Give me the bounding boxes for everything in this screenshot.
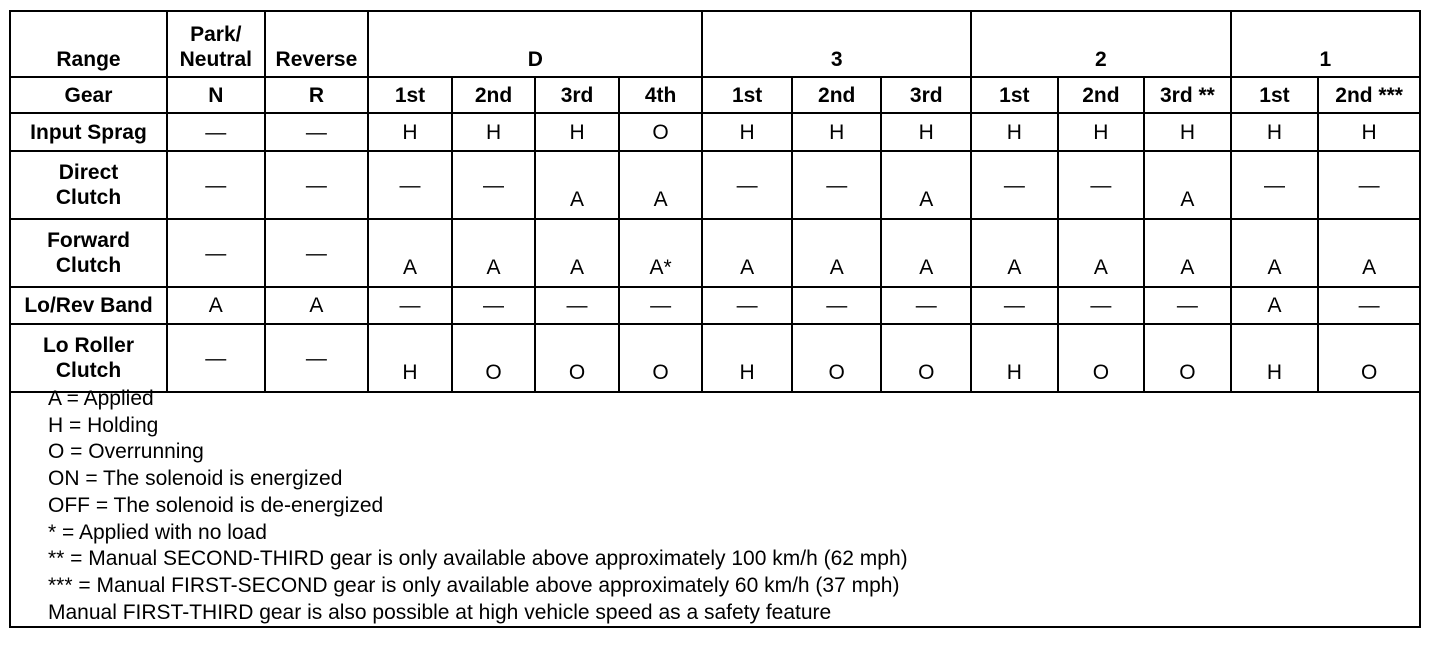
value-cell: A [265, 287, 369, 324]
forward-clutch-row [10, 219, 1420, 287]
value-cell: — [619, 287, 703, 324]
gear-cell: 1st [971, 77, 1058, 113]
value-cell: H [1058, 113, 1145, 151]
range-2: 2 [971, 11, 1231, 77]
value-cell: O [452, 324, 536, 392]
row-label: Direct Clutch [10, 151, 167, 219]
value-cell: A [167, 287, 265, 324]
gear-cell: 1st [702, 77, 792, 113]
value-cell: A [881, 219, 971, 287]
value-cell: A [1144, 219, 1231, 287]
gear-cell: 2nd [792, 77, 882, 113]
value-cell: — [265, 151, 369, 219]
value-cell: — [452, 287, 536, 324]
legend-line: *** = Manual FIRST-SECOND gear is only available above approximately 60 km/h (37 mph) [48, 573, 900, 597]
row-label: Lo Roller Clutch [10, 324, 167, 392]
value-cell: A* [619, 219, 703, 287]
value-cell: A [1144, 151, 1231, 219]
value-cell: H [535, 113, 619, 151]
gear-cell: 4th [619, 77, 703, 113]
value-cell: A [368, 219, 452, 287]
value-cell: — [1144, 287, 1231, 324]
gear-label: Gear [10, 77, 167, 113]
gear-cell: R [265, 77, 369, 113]
legend-line: O = Overrunning [48, 440, 204, 464]
value-cell: — [167, 219, 265, 287]
value-cell: A [535, 151, 619, 219]
value-cell: O [1318, 324, 1420, 392]
row-label: Lo/Rev Band [10, 287, 167, 324]
legend-line: Manual FIRST-THIRD gear is also possible at high vehicle speed as a safety feature [48, 600, 832, 624]
gear-cell: 2nd [452, 77, 536, 113]
value-cell: H [792, 113, 882, 151]
gear-cell: 2nd [1058, 77, 1145, 113]
value-cell: A [1318, 219, 1420, 287]
gear-row [10, 77, 1420, 113]
value-cell: — [167, 113, 265, 151]
lo-roller-clutch-row [10, 324, 1420, 392]
value-cell: — [167, 324, 265, 392]
gear-cell: 3rd [881, 77, 971, 113]
value-cell: H [368, 324, 452, 392]
value-cell: A [792, 219, 882, 287]
value-cell: — [971, 287, 1058, 324]
value-cell: A [702, 219, 792, 287]
lo-rev-band-row [10, 287, 1420, 324]
gear-cell: N [167, 77, 265, 113]
value-cell: H [881, 113, 971, 151]
range-label: Range [10, 11, 167, 77]
legend-line: A = Applied [48, 387, 154, 410]
range-1: 1 [1231, 11, 1420, 77]
value-cell: — [167, 151, 265, 219]
value-cell: O [535, 324, 619, 392]
value-cell: — [265, 324, 369, 392]
value-cell: — [881, 287, 971, 324]
row-label: Forward Clutch [10, 219, 167, 287]
range-row [10, 11, 1420, 77]
value-cell: A [971, 219, 1058, 287]
value-cell: O [881, 324, 971, 392]
legend-line: * = Applied with no load [48, 520, 267, 544]
range-3: 3 [702, 11, 971, 77]
value-cell: — [1318, 151, 1420, 219]
gear-cell: 1st [1231, 77, 1319, 113]
value-cell: — [535, 287, 619, 324]
value-cell: — [1231, 151, 1319, 219]
input-sprag-row [10, 113, 1420, 151]
gear-cell: 2nd *** [1318, 77, 1420, 113]
legend-line: H = Holding [48, 413, 159, 437]
value-cell: — [971, 151, 1058, 219]
value-cell: — [792, 151, 882, 219]
value-cell: A [535, 219, 619, 287]
value-cell: O [1144, 324, 1231, 392]
value-cell: H [1144, 113, 1231, 151]
value-cell: O [792, 324, 882, 392]
range-reverse: Reverse [265, 11, 369, 77]
value-cell: H [971, 324, 1058, 392]
value-cell: H [452, 113, 536, 151]
value-cell: H [368, 113, 452, 151]
value-cell: — [792, 287, 882, 324]
value-cell: O [1058, 324, 1145, 392]
range-park-neutral: Park/ Neutral [167, 11, 265, 77]
value-cell: — [368, 287, 452, 324]
value-cell: — [1058, 151, 1145, 219]
value-cell: H [971, 113, 1058, 151]
direct-clutch-row [10, 151, 1420, 219]
value-cell: — [452, 151, 536, 219]
value-cell: H [702, 324, 792, 392]
gear-cell: 3rd ** [1144, 77, 1231, 113]
value-cell: — [702, 287, 792, 324]
value-cell: O [619, 113, 703, 151]
clutch-application-table [9, 10, 1421, 393]
value-cell: — [368, 151, 452, 219]
value-cell: H [702, 113, 792, 151]
legend-line: ON = The solenoid is energized [48, 467, 343, 491]
value-cell: A [452, 219, 536, 287]
value-cell: H [1318, 113, 1420, 151]
value-cell: O [619, 324, 703, 392]
value-cell: A [1231, 219, 1319, 287]
value-cell: A [619, 151, 703, 219]
range-d: D [368, 11, 702, 77]
value-cell: H [1231, 113, 1319, 151]
value-cell: H [1231, 324, 1319, 392]
value-cell: A [1231, 287, 1319, 324]
value-cell: A [881, 151, 971, 219]
value-cell: A [1058, 219, 1145, 287]
value-cell: — [1318, 287, 1420, 324]
value-cell: — [265, 113, 369, 151]
value-cell: — [265, 219, 369, 287]
legend [48, 386, 908, 626]
legend-line: ** = Manual SECOND-THIRD gear is only available above approximately 100 km/h (62 mph) [48, 547, 908, 571]
gear-cell: 1st [368, 77, 452, 113]
value-cell: — [1058, 287, 1145, 324]
row-label: Input Sprag [10, 113, 167, 151]
gear-cell: 3rd [535, 77, 619, 113]
legend-line: OFF = The solenoid is de-energized [48, 493, 384, 517]
value-cell: — [702, 151, 792, 219]
